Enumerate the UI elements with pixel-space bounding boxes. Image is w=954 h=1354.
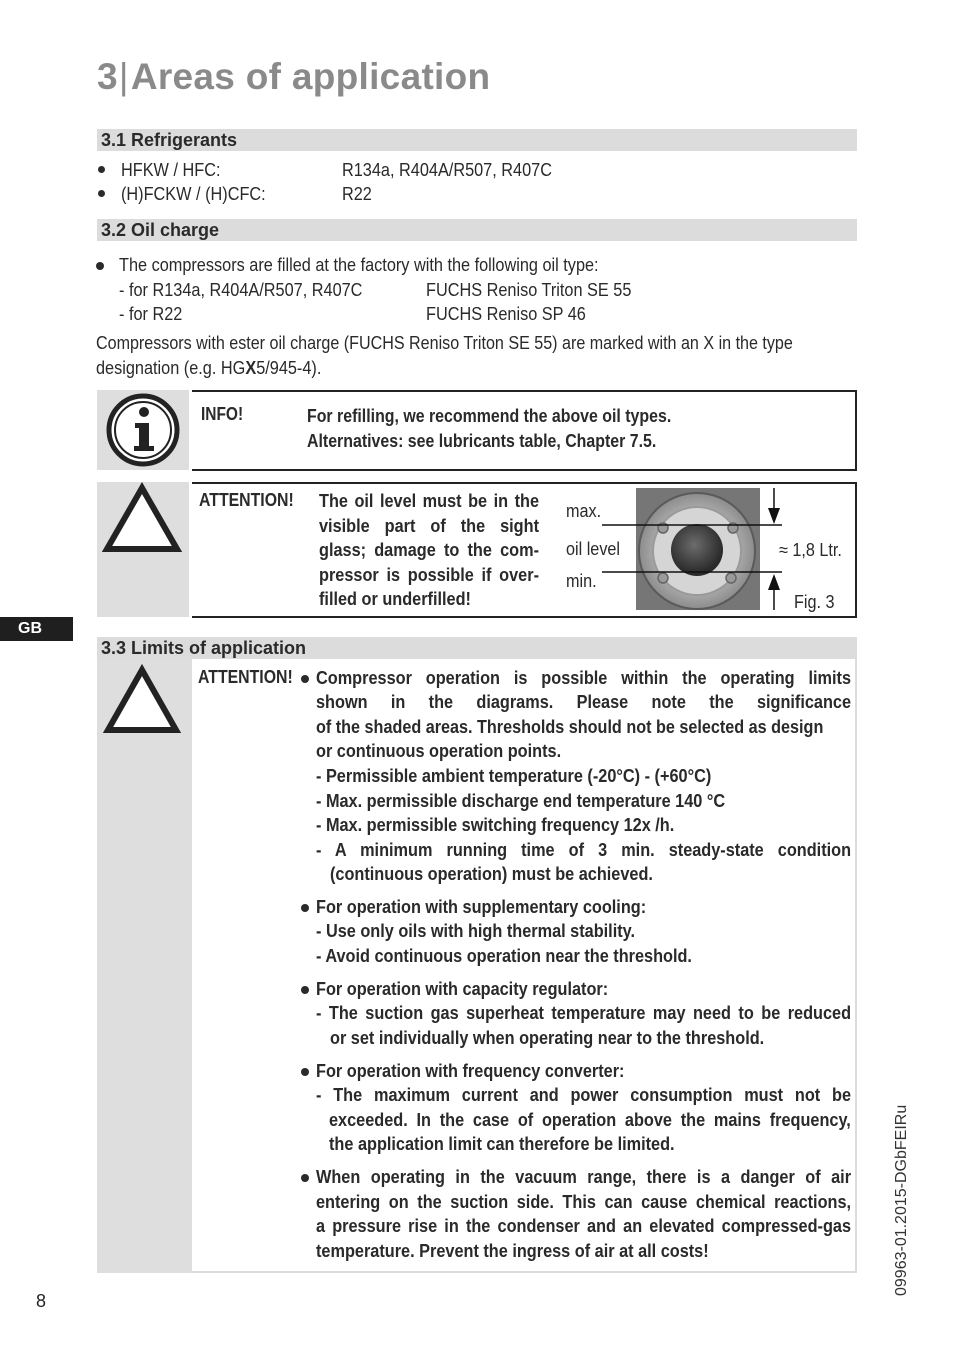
section-heading-limits: 3.3 Limits of application: [97, 637, 857, 659]
figure-volume-label: ≈ 1,8 Ltr.: [779, 540, 842, 560]
limits-b4-sub: - The maximum current and power consumption must not be: [316, 1084, 852, 1105]
oil-row-label: - for R134a, R404A/R507, R407C: [119, 279, 363, 300]
page-title: 3|Areas of application: [97, 56, 491, 97]
sight-glass-figure: [600, 486, 800, 612]
bullet-icon: [301, 986, 309, 994]
limits-b2-head: For operation with supplementary cooling:: [316, 896, 647, 917]
bullet-icon: [301, 904, 309, 912]
attention-text-line: The oil level must be in the: [319, 490, 539, 511]
refrigerant-value-hfc: R134a, R404A/R507, R407C: [342, 159, 552, 180]
limits-b3-head: For operation with capacity regulator:: [316, 978, 609, 999]
limits-b4-sub: the application limit can therefore be limited.: [329, 1133, 675, 1154]
bullet-icon: [96, 262, 104, 270]
refrigerant-value-cfc: R22: [342, 183, 372, 204]
info-label: INFO!: [201, 404, 244, 424]
bullet-icon: [301, 1174, 309, 1182]
chapter-title: Areas of application: [130, 56, 491, 97]
attention-text-line: pressor is possible if over-: [319, 564, 539, 585]
limits-b1-sub: - Permissible ambient temperature (-20°C) - (+60°C): [316, 765, 712, 786]
limits-b4-head: For operation with frequency converter:: [316, 1060, 625, 1081]
chapter-number: 3: [97, 56, 118, 97]
limits-b5-line: temperature. Prevent the ingress of air at all costs!: [316, 1240, 709, 1261]
limits-b2-sub: - Avoid continuous operation near the threshold.: [316, 945, 692, 966]
warning-triangle-icon: [97, 659, 189, 739]
refrigerant-label-cfc: (H)FCKW / (H)CFC:: [121, 183, 266, 204]
document-code: 09963-01.2015-DGbFEIRu: [893, 1104, 910, 1296]
refrigerant-label-hfc: HFKW / HFC:: [121, 159, 221, 180]
info-text-line2: Alternatives: see lubricants table, Chapter 7.5.: [307, 430, 657, 451]
attention-text-line: filled or underfilled!: [319, 588, 471, 609]
limits-b1-line: shown in the diagrams. Please note the significance: [316, 691, 852, 712]
limits-b3-sub: - The suction gas superheat temperature may need to be reduced: [316, 1002, 852, 1023]
bullet-icon: [301, 1068, 309, 1076]
section-heading-refrigerants: 3.1 Refrigerants: [97, 129, 857, 151]
bullet-icon: [98, 190, 105, 197]
figure-min-label: min.: [566, 571, 597, 591]
limits-icon-panel: [97, 659, 192, 1273]
info-icon-panel: [97, 390, 189, 470]
limits-b5-line: entering on the suction side. This can cause chemical reactions,: [316, 1191, 852, 1212]
limits-b3-sub: or set individually when operating near to the threshold.: [330, 1027, 765, 1048]
limits-b5-line: a pressure rise in the condenser and an elevated compressed-gas: [316, 1215, 852, 1236]
language-tab: GB: [0, 617, 73, 641]
page-number: 8: [36, 1291, 47, 1311]
limits-b1-sub: - Max. permissible switching frequency 12x /h.: [316, 814, 675, 835]
info-text-line1: For refilling, we recommend the above oil types.: [307, 405, 672, 426]
limits-b1-sub: - A minimum running time of 3 min. steady-state condition: [316, 839, 852, 860]
limits-b1-line: Compressor operation is possible within the operating limits: [316, 667, 852, 688]
limits-b1-line: or continuous operation points.: [316, 740, 562, 761]
limits-attention-label: ATTENTION!: [198, 667, 293, 687]
figure-oil-level-label: oil level: [566, 539, 621, 559]
bullet-icon: [98, 166, 105, 173]
limits-b5-line: When operating in the vacuum range, there is a danger of air: [316, 1166, 852, 1187]
bullet-icon: [301, 675, 309, 683]
warning-triangle-icon: [97, 482, 189, 562]
figure-max-label: max.: [566, 501, 602, 521]
limits-b1-sub: - Max. permissible discharge end temperature 140 °C: [316, 790, 726, 811]
attention-label: ATTENTION!: [199, 490, 294, 510]
oil-intro: The compressors are filled at the factory with the following oil type:: [119, 254, 599, 275]
ester-oil-paragraph-line1: Compressors with ester oil charge (FUCHS Reniso Triton SE 55) are marked with an X in the type: [96, 332, 793, 353]
info-icon: [97, 390, 189, 470]
ester-oil-paragraph-line2: designation (e.g. HGX5/945-4).: [96, 357, 322, 378]
warning-icon-panel: [97, 482, 189, 617]
oil-row-value: FUCHS Reniso Triton SE 55: [426, 279, 632, 300]
oil-row-value: FUCHS Reniso SP 46: [426, 303, 586, 324]
attention-text-line: glass; damage to the com-: [319, 539, 539, 560]
limits-b4-sub: exceeded. In the case of operation above the mains frequency,: [329, 1109, 851, 1130]
limits-b1-line: of the shaded areas. Thresholds should not be selected as design: [316, 716, 824, 737]
oil-row-label: - for R22: [119, 303, 183, 324]
figure-caption: Fig. 3: [794, 592, 835, 612]
limits-b1-sub: (continuous operation) must be achieved.: [330, 863, 653, 884]
limits-b2-sub: - Use only oils with high thermal stability.: [316, 920, 636, 941]
section-heading-oil-charge: 3.2 Oil charge: [97, 219, 857, 241]
attention-text-line: visible part of the sight: [319, 515, 539, 536]
